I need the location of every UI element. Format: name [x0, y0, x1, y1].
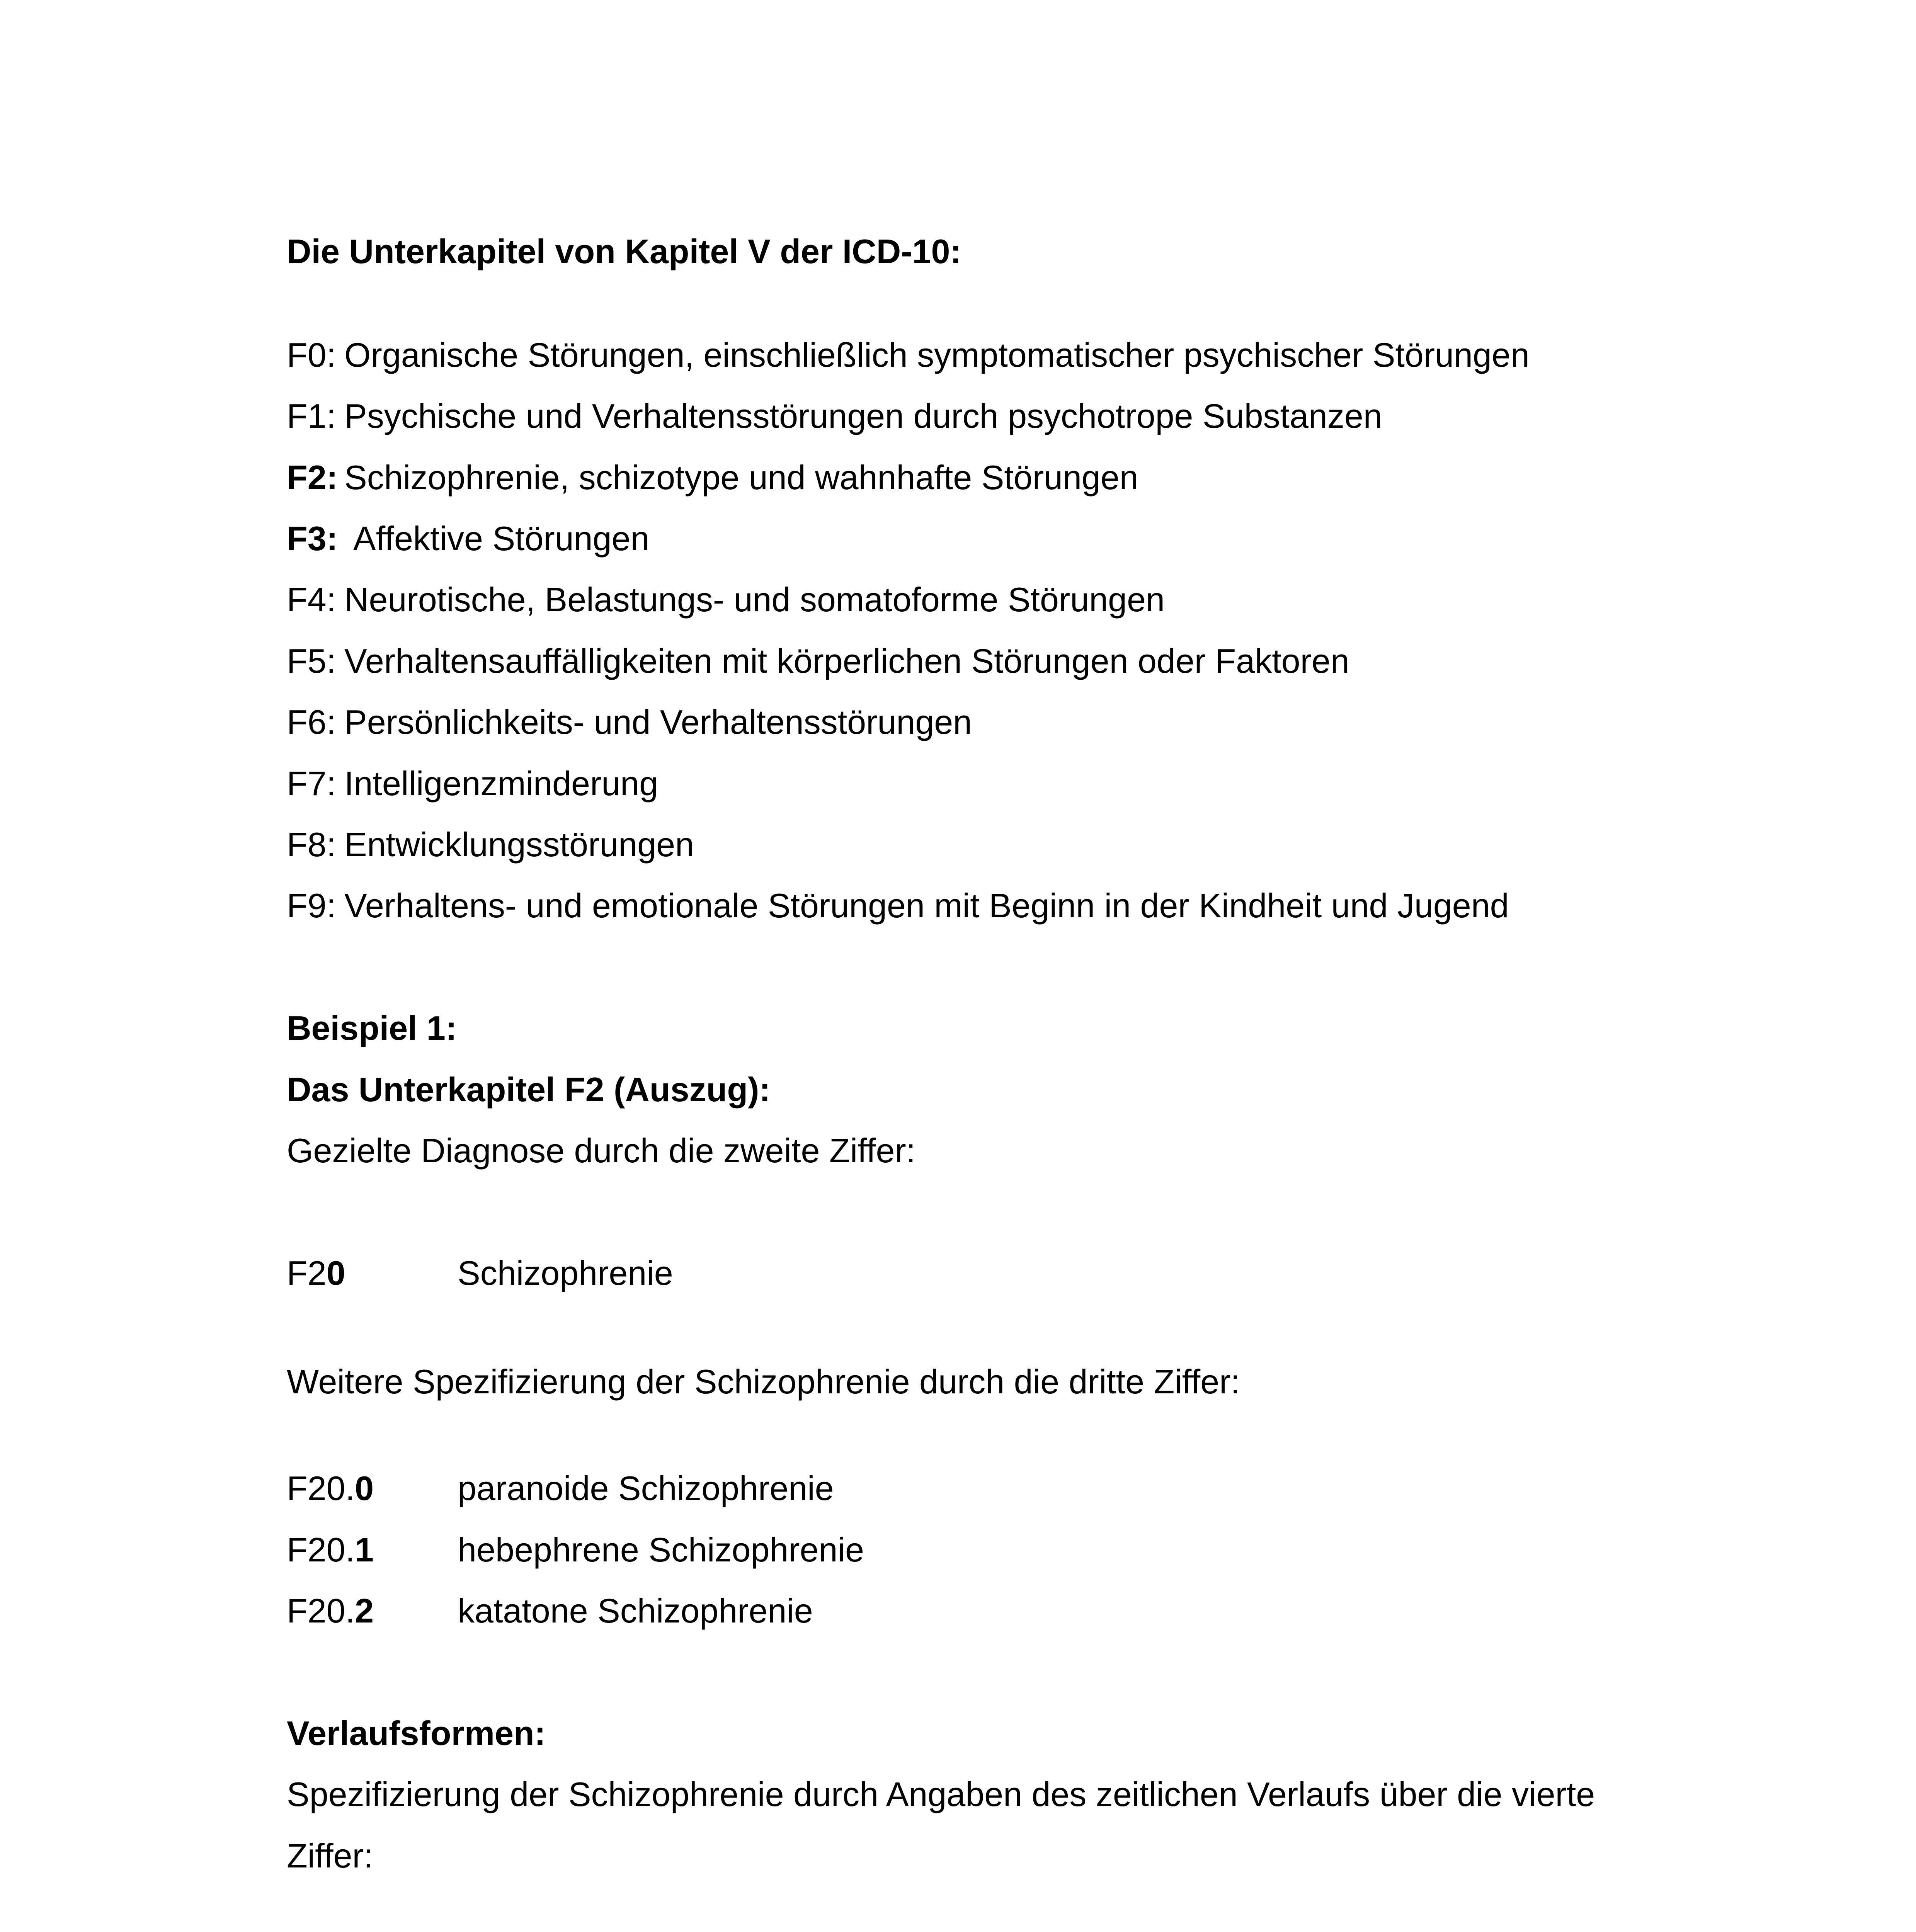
code-label: F3:	[287, 519, 338, 558]
description: Verhaltensauffälligkeiten mit körperlichen Störungen oder Faktoren	[344, 642, 1349, 680]
list-item	[287, 705, 972, 739]
code-label: F5:	[287, 642, 336, 680]
description: paranoide Schizophrenie	[458, 1469, 834, 1507]
section-title: Die Unterkapitel von Kapitel V der ICD-10:	[287, 232, 961, 270]
list-item	[287, 825, 694, 864]
course-heading: Verlaufsformen:	[287, 1714, 546, 1752]
further-spec-intro: Weitere Spezifizierung der Schizophrenie durch die dritte Ziffer:	[287, 1362, 1240, 1401]
description: Organische Störungen, einschließlich symptomatischer psychischer Störungen	[344, 336, 1530, 374]
description: katatone Schizophrenie	[458, 1592, 813, 1630]
code-label: F4:	[287, 580, 336, 619]
example-1-heading: Das Unterkapitel F2 (Auszug):	[287, 1070, 771, 1109]
code-label: F20.1	[287, 1531, 374, 1569]
list-item	[287, 644, 1349, 678]
description: hebephrene Schizophrenie	[458, 1531, 864, 1569]
code-label: F7:	[287, 764, 336, 803]
list-item	[287, 338, 1530, 372]
example-1-label: Beispiel 1:	[287, 1009, 457, 1047]
list-item	[287, 1533, 864, 1567]
main-code-row	[287, 1256, 673, 1290]
code-label: F6:	[287, 703, 336, 741]
code-label: F20	[287, 1254, 345, 1292]
list-item	[287, 399, 1382, 433]
description: Neurotische, Belastungs- und somatoforme Störungen	[344, 580, 1165, 619]
code-label: F20.0	[287, 1469, 374, 1507]
list-item	[287, 1594, 813, 1628]
code-label: F2:	[287, 458, 338, 497]
code-label: F8:	[287, 825, 336, 864]
description: Schizophrenie, schizotype und wahnhafte Störungen	[344, 458, 1138, 497]
list-item	[287, 580, 1165, 619]
example-1-intro: Gezielte Diagnose durch die zweite Ziffer:	[287, 1131, 916, 1170]
list-item	[287, 519, 650, 558]
description: Psychische und Verhaltensstörungen durch psychotrope Substanzen	[344, 397, 1382, 435]
list-item	[287, 886, 1509, 925]
description: Affektive Störungen	[353, 519, 650, 558]
description: Intelligenzminderung	[344, 764, 659, 803]
code-label: F0:	[287, 336, 336, 374]
course-intro-line-2: Ziffer:	[287, 1837, 373, 1875]
list-item	[287, 458, 1138, 497]
list-item	[287, 1471, 834, 1505]
description: Entwicklungsstörungen	[344, 825, 694, 864]
code-label: F9:	[287, 886, 336, 925]
description: Verhaltens- und emotionale Störungen mit Beginn in der Kindheit und Jugend	[344, 886, 1509, 925]
course-intro-line-1: Spezifizierung der Schizophrenie durch Angaben des zeitlichen Verlaufs über die vierte	[287, 1775, 1595, 1813]
description: Persönlichkeits- und Verhaltensstörungen	[344, 703, 972, 741]
code-label: F20.2	[287, 1592, 374, 1630]
list-item	[287, 764, 659, 803]
description: Schizophrenie	[458, 1254, 673, 1292]
code-label: F1:	[287, 397, 336, 435]
